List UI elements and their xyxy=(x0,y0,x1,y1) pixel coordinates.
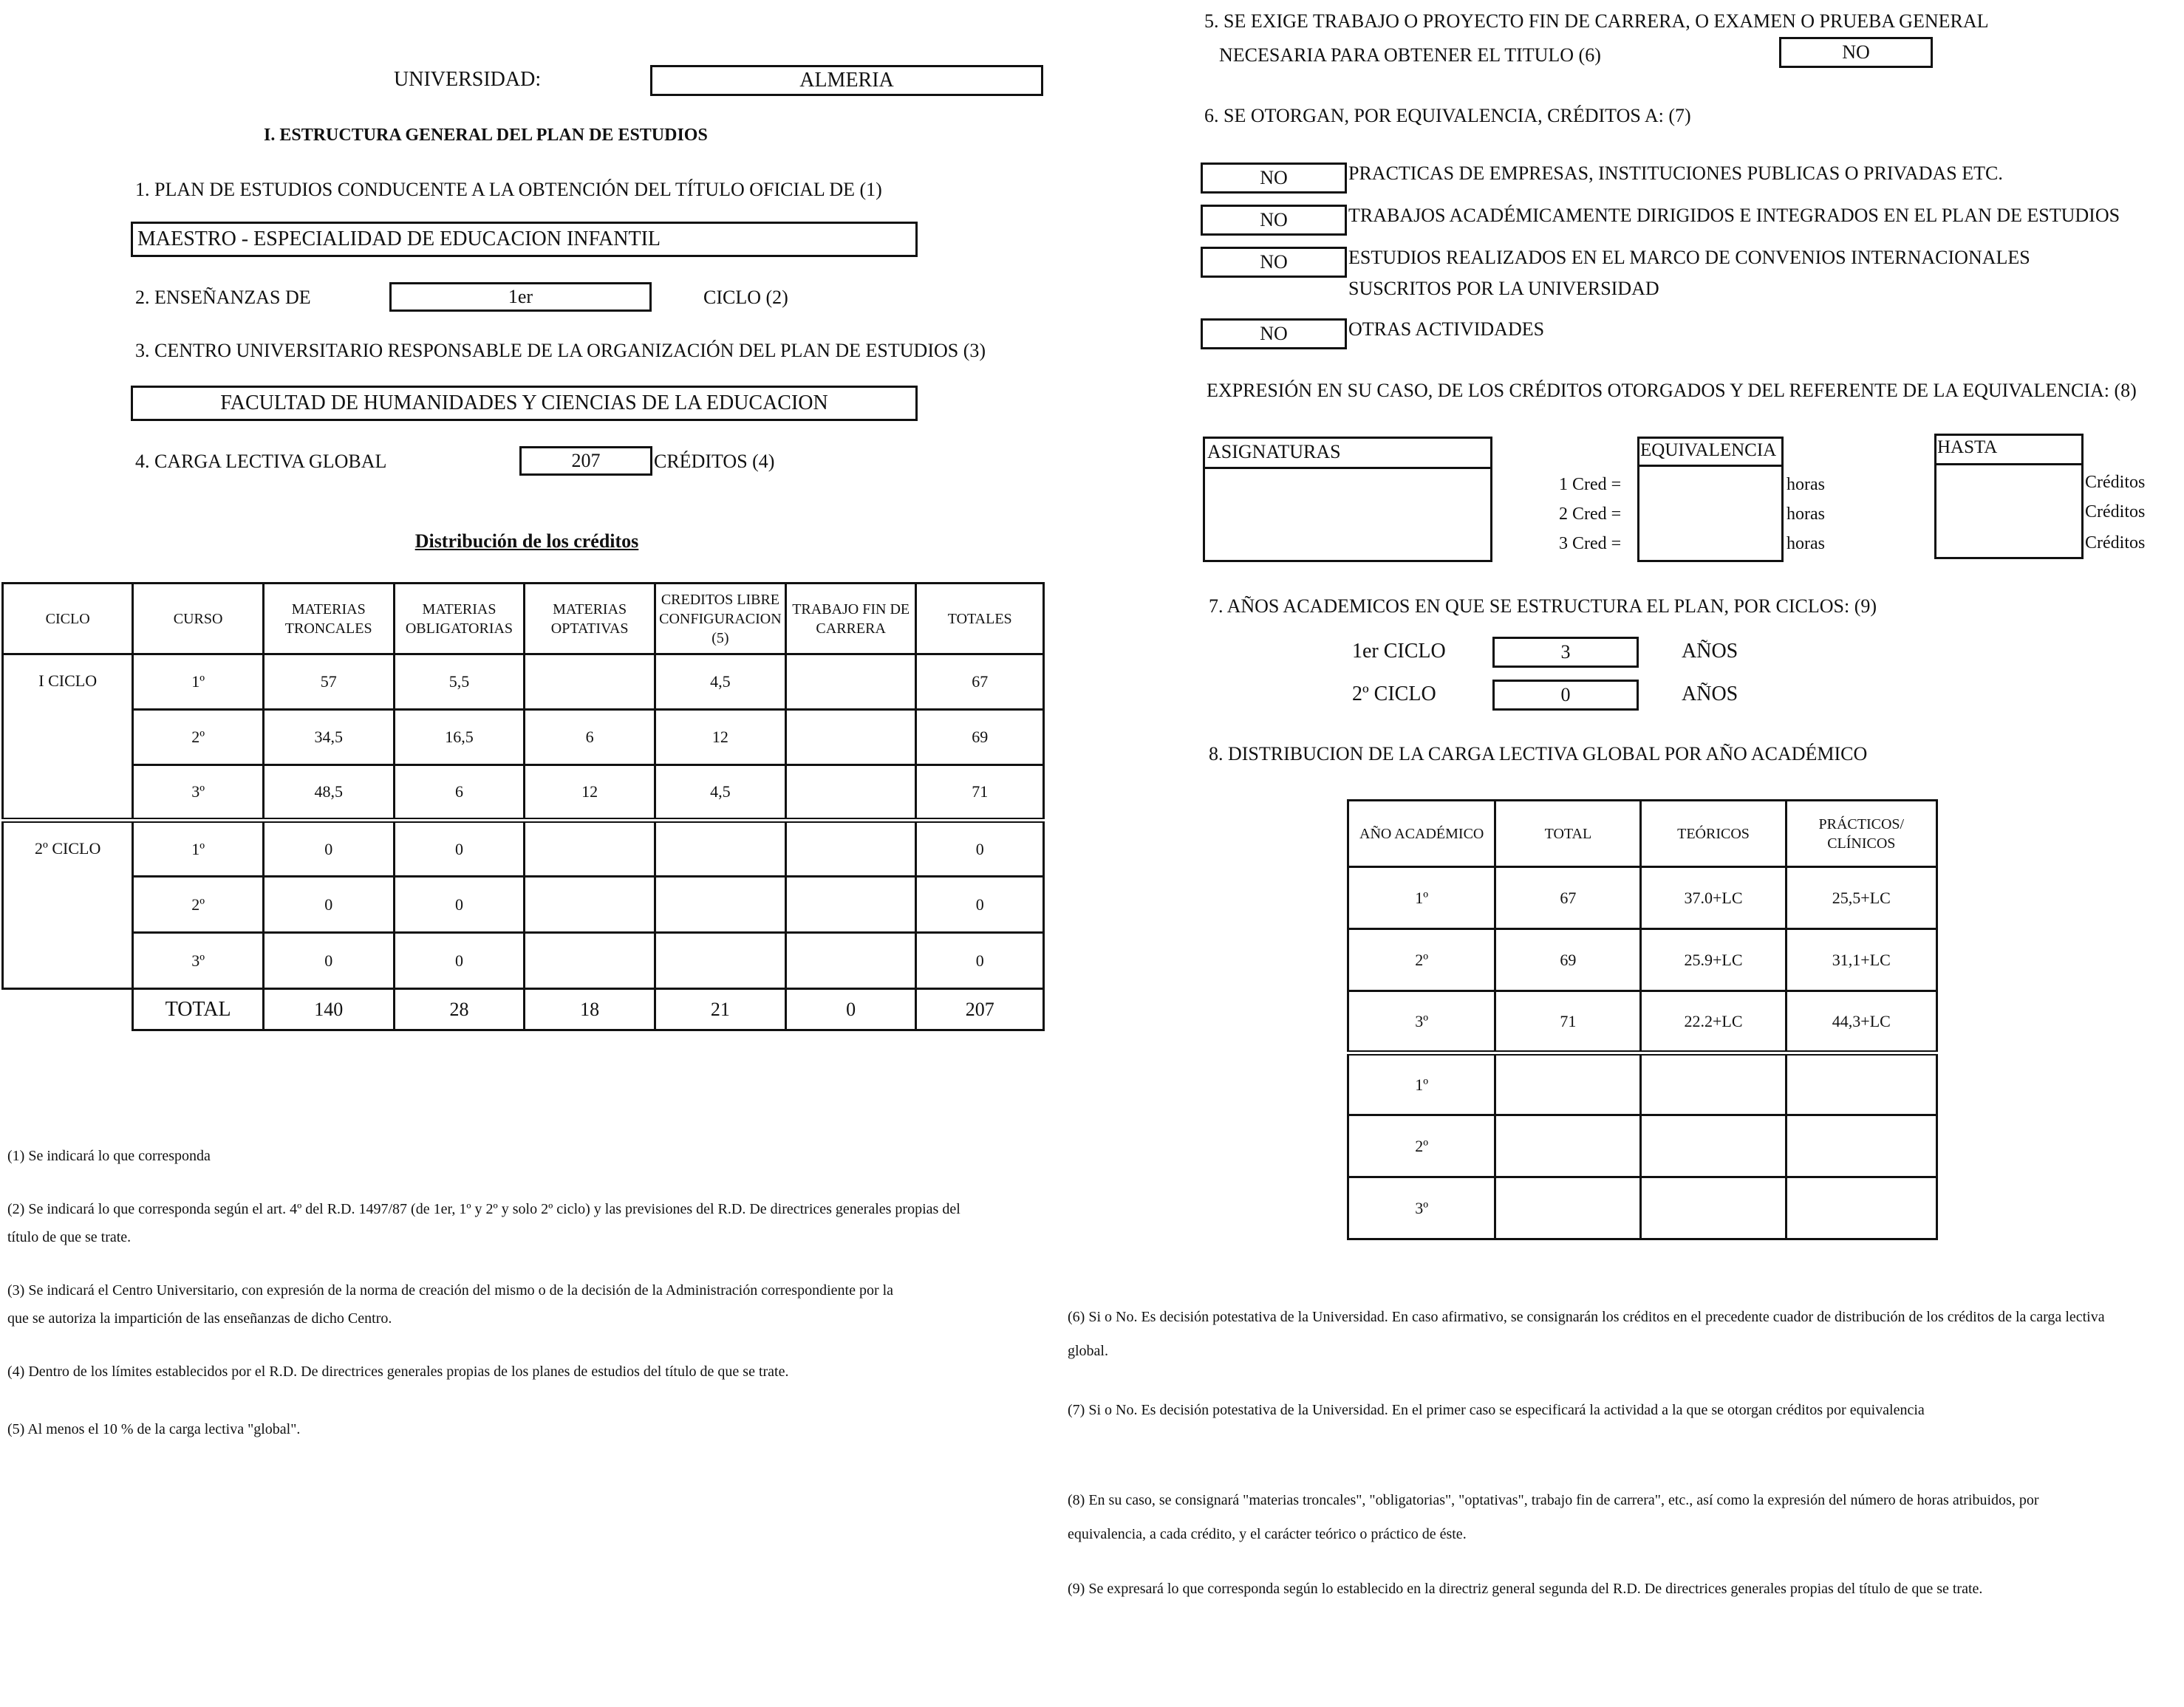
footnote: (2) Se indicará lo que corresponda según el art. 4º del R.D. 1497/87 (de 1er, 1º y 2º y solo 2º ciclo) y las previsiones del R.D. De directrices generales propias del título de que se trate. xyxy=(7,1201,960,1245)
table-cell xyxy=(785,877,916,933)
table-cell xyxy=(525,821,655,877)
header-cell: PRÁCTICOS/ CLÍNICOS xyxy=(1786,801,1936,867)
total-cell: 207 xyxy=(916,989,1044,1030)
total-cell: 21 xyxy=(655,989,785,1030)
table-cell: 22.2+LC xyxy=(1641,991,1786,1053)
footnote: (1) Se indicará lo que corresponda xyxy=(7,1148,211,1164)
total-cell: 18 xyxy=(525,989,655,1030)
divider xyxy=(1934,463,2084,465)
table8-header-row xyxy=(1348,801,1937,867)
table-row xyxy=(1348,929,1937,991)
footnote: (4) Dentro de los límites establecidos por el R.D. De directrices generales propias de los planes de estudios del título de que se trate. xyxy=(7,1364,789,1380)
table-cell: 5,5 xyxy=(394,654,525,710)
table-cell: 4,5 xyxy=(655,654,785,710)
creditos-label: Créditos xyxy=(2085,502,2146,521)
horas-label: horas xyxy=(1787,534,1825,553)
header-cell: CICLO xyxy=(3,584,133,654)
total-cell: 140 xyxy=(263,989,394,1030)
table-cell: 0 xyxy=(394,933,525,989)
table-cell: 2º xyxy=(133,710,264,765)
table-cell: 0 xyxy=(394,877,525,933)
cred-label: 2 Cred = xyxy=(1559,504,1622,524)
total-cell: 28 xyxy=(394,989,525,1030)
table-cell: 0 xyxy=(916,933,1044,989)
item5-line2: NECESARIA PARA OBTENER EL TITULO (6) xyxy=(1219,44,1601,66)
table-cell: 1º xyxy=(133,821,264,877)
universidad-field: ALMERIA xyxy=(650,65,1043,96)
carga-field: 207 xyxy=(519,446,652,476)
table-cell: 2º xyxy=(1348,1115,1495,1177)
equiv-value-box: NO xyxy=(1201,318,1347,349)
table-cell: 69 xyxy=(1495,929,1641,991)
table-cell: 37.0+LC xyxy=(1641,867,1786,929)
cred-label: 1 Cred = xyxy=(1559,475,1622,494)
ciclo-cell: I CICLO xyxy=(3,654,133,821)
equiv-value-box: NO xyxy=(1201,247,1347,278)
header-cell: TRABAJO FIN DE CARRERA xyxy=(785,584,916,654)
ciclo-label: 1er CICLO xyxy=(1352,640,1446,663)
ciclo-years-box: 3 xyxy=(1492,637,1639,668)
table-row xyxy=(3,933,1044,989)
anos-label: AÑOS xyxy=(1682,640,1738,663)
table-cell xyxy=(655,933,785,989)
table-cell: 0 xyxy=(263,877,394,933)
equiv-text: TRABAJOS ACADÉMICAMENTE DIRIGIDOS E INTEGRADOS EN EL PLAN DE ESTUDIOS xyxy=(1348,205,2120,226)
item8-label: 8. DISTRIBUCION DE LA CARGA LECTIVA GLOBAL POR AÑO ACADÉMICO xyxy=(1209,743,1868,764)
table-cell: 0 xyxy=(916,821,1044,877)
table-cell xyxy=(1786,1177,1936,1239)
empty-cell xyxy=(3,989,133,1030)
table-cell: 25.9+LC xyxy=(1641,929,1786,991)
header-cell: CURSO xyxy=(133,584,264,654)
table-cell: 3º xyxy=(1348,1177,1495,1239)
creditos-label: Créditos xyxy=(2085,533,2146,553)
header-cell: MATERIAS TRONCALES xyxy=(263,584,394,654)
header-cell: TOTALES xyxy=(916,584,1044,654)
equiv-text: ESTUDIOS REALIZADOS EN EL MARCO DE CONVENIOS INTERNACIONALES xyxy=(1348,247,2030,268)
table-cell: 57 xyxy=(263,654,394,710)
table-cell: 0 xyxy=(263,821,394,877)
total-label: TOTAL xyxy=(133,989,264,1030)
item4-label: 4. CARGA LECTIVA GLOBAL xyxy=(135,451,387,472)
equiv-text: OTRAS ACTIVIDADES xyxy=(1348,318,1545,340)
table-row xyxy=(3,710,1044,765)
footnote: (3) Se indicará el Centro Universitario, con expresión de la norma de creación del mismo o de la decisión de la Administración correspondiente por la que se autoriza la impartición de las enseñanzas de dicho Centro. xyxy=(7,1282,894,1327)
table-row xyxy=(3,654,1044,710)
table-cell xyxy=(1495,1177,1641,1239)
item2-label: 2. ENSEÑANZAS DE xyxy=(135,287,311,308)
dist-title: Distribución de los créditos xyxy=(414,530,639,552)
table-cell: 12 xyxy=(525,765,655,821)
header-cell: AÑO ACADÉMICO xyxy=(1348,801,1495,867)
header-cell: MATERIAS OPTATIVAS xyxy=(525,584,655,654)
header-cell: MATERIAS OBLIGATORIAS xyxy=(394,584,525,654)
table-row xyxy=(1348,1115,1937,1177)
item4-suffix: CRÉDITOS (4) xyxy=(654,451,775,472)
carga-anual-table xyxy=(1347,799,1938,1240)
trabajo-fin-field: NO xyxy=(1779,37,1933,68)
header-cell: TEÓRICOS xyxy=(1641,801,1786,867)
asignaturas-label: ASIGNATURAS xyxy=(1207,441,1341,462)
table-row xyxy=(1348,1177,1937,1239)
table-cell: 0 xyxy=(916,877,1044,933)
section-title: I. ESTRUCTURA GENERAL DEL PLAN DE ESTUDIOS xyxy=(264,126,708,145)
table-cell xyxy=(785,654,916,710)
creditos-label: Créditos xyxy=(2085,473,2146,492)
table-cell: 31,1+LC xyxy=(1786,929,1936,991)
table-cell: 6 xyxy=(394,765,525,821)
divider xyxy=(1637,465,1784,467)
divider xyxy=(1203,467,1492,469)
table-cell xyxy=(1641,1053,1786,1115)
header-cell: CREDITOS LIBRE CONFIGURACION (5) xyxy=(655,584,785,654)
table-cell: 69 xyxy=(916,710,1044,765)
expresion-label: EXPRESIÓN EN SU CASO, DE LOS CRÉDITOS OTORGADOS Y DEL REFERENTE DE LA EQUIVALENCIA: (8) xyxy=(1207,380,2137,401)
table-row xyxy=(3,821,1044,877)
table-cell: 1º xyxy=(1348,867,1495,929)
header-cell: TOTAL xyxy=(1495,801,1641,867)
table-cell xyxy=(1786,1053,1936,1115)
table-cell: 0 xyxy=(394,821,525,877)
table-cell xyxy=(655,877,785,933)
table-cell xyxy=(655,821,785,877)
table-cell: 44,3+LC xyxy=(1786,991,1936,1053)
table-cell xyxy=(785,821,916,877)
table-cell: 16,5 xyxy=(394,710,525,765)
table-cell xyxy=(1786,1115,1936,1177)
table-cell: 71 xyxy=(916,765,1044,821)
table-row xyxy=(3,877,1044,933)
credits-table xyxy=(1,582,1045,1031)
footnote: (8) En su caso, se consignará "materias troncales", "obligatorias", "optativas", trabajo fin de carrera", etc., así como la expresión del número de horas atribuidos, por equivalencia, a cada crédito, y el carácter teórico o práctico de éste. xyxy=(1068,1492,2039,1542)
footnote: (5) Al menos el 10 % de la carga lectiva "global". xyxy=(7,1421,301,1437)
table-cell: 1º xyxy=(1348,1053,1495,1115)
ciclo-label: 2º CICLO xyxy=(1352,683,1436,705)
table-row xyxy=(1348,1053,1937,1115)
centro-field: FACULTAD DE HUMANIDADES Y CIENCIAS DE LA EDUCACION xyxy=(131,386,918,421)
table-cell xyxy=(785,933,916,989)
equiv-value-box: NO xyxy=(1201,205,1347,236)
ciclo-field: 1er xyxy=(389,282,652,312)
table-cell xyxy=(525,654,655,710)
table-cell: 12 xyxy=(655,710,785,765)
equiv-value-box: NO xyxy=(1201,163,1347,194)
table-cell: 3º xyxy=(133,765,264,821)
table-cell: 71 xyxy=(1495,991,1641,1053)
equiv-text: PRACTICAS DE EMPRESAS, INSTITUCIONES PUBLICAS O PRIVADAS ETC. xyxy=(1348,163,2003,184)
table-cell: 0 xyxy=(263,933,394,989)
table-cell: 3º xyxy=(1348,991,1495,1053)
table-cell: 2º xyxy=(133,877,264,933)
total-cell: 0 xyxy=(785,989,916,1030)
anos-label: AÑOS xyxy=(1682,683,1738,705)
footnote: (9) Se expresará lo que corresponda según lo establecido en la directriz general segunda del R.D. De directrices generales propias del título de que se trate. xyxy=(1068,1581,1983,1597)
table-cell: 67 xyxy=(1495,867,1641,929)
universidad-label: UNIVERSIDAD: xyxy=(394,68,542,91)
total-row xyxy=(3,989,1044,1030)
table-cell: 3º xyxy=(133,933,264,989)
item5-line1: 5. SE EXIGE TRABAJO O PROYECTO FIN DE CARRERA, O EXAMEN O PRUEBA GENERAL xyxy=(1204,10,1989,32)
item2-suffix: CICLO (2) xyxy=(703,287,788,308)
equivalencia-label: EQUIVALENCIA xyxy=(1640,440,1777,460)
table-cell xyxy=(1495,1053,1641,1115)
table-cell: 48,5 xyxy=(263,765,394,821)
cred-label: 3 Cred = xyxy=(1559,534,1622,553)
item1-label: 1. PLAN DE ESTUDIOS CONDUCENTE A LA OBTENCIÓN DEL TÍTULO OFICIAL DE (1) xyxy=(135,179,882,200)
equiv-text-line2: SUSCRITOS POR LA UNIVERSIDAD xyxy=(1348,278,1659,299)
ciclo-cell: 2º CICLO xyxy=(3,821,133,989)
item7-label: 7. AÑOS ACADEMICOS EN QUE SE ESTRUCTURA EL PLAN, POR CICLOS: (9) xyxy=(1209,595,1877,617)
credits-header-row xyxy=(3,584,1044,654)
table-cell xyxy=(785,765,916,821)
table-cell xyxy=(1641,1115,1786,1177)
table-cell xyxy=(525,877,655,933)
hasta-label: HASTA xyxy=(1937,437,1998,457)
table-cell xyxy=(1641,1177,1786,1239)
table-cell: 6 xyxy=(525,710,655,765)
footnote: (6) Si o No. Es decisión potestativa de la Universidad. En caso afirmativo, se consignarán los créditos en el precedente cuador de distribución de los créditos de la carga lectiva global. xyxy=(1068,1309,2105,1359)
item6-label: 6. SE OTORGAN, POR EQUIVALENCIA, CRÉDITOS A: (7) xyxy=(1204,105,1691,126)
table-cell: 1º xyxy=(133,654,264,710)
table-cell: 2º xyxy=(1348,929,1495,991)
table-row xyxy=(1348,867,1937,929)
footnote: (7) Si o No. Es decisión potestativa de la Universidad. En el primer caso se especificará la actividad a la que se otorgan créditos por equivalencia xyxy=(1068,1402,1925,1418)
table-cell xyxy=(785,710,916,765)
table-cell: 67 xyxy=(916,654,1044,710)
titulo-field: MAESTRO - ESPECIALIDAD DE EDUCACION INFANTIL xyxy=(131,222,918,257)
horas-label: horas xyxy=(1787,504,1825,524)
table-cell: 4,5 xyxy=(655,765,785,821)
table-cell xyxy=(525,933,655,989)
table-cell: 25,5+LC xyxy=(1786,867,1936,929)
table-row xyxy=(1348,991,1937,1053)
table-cell xyxy=(1495,1115,1641,1177)
horas-label: horas xyxy=(1787,475,1825,494)
ciclo-years-box: 0 xyxy=(1492,680,1639,711)
table-row xyxy=(3,765,1044,821)
table-cell: 34,5 xyxy=(263,710,394,765)
item3-label: 3. CENTRO UNIVERSITARIO RESPONSABLE DE LA ORGANIZACIÓN DEL PLAN DE ESTUDIOS (3) xyxy=(135,340,986,361)
